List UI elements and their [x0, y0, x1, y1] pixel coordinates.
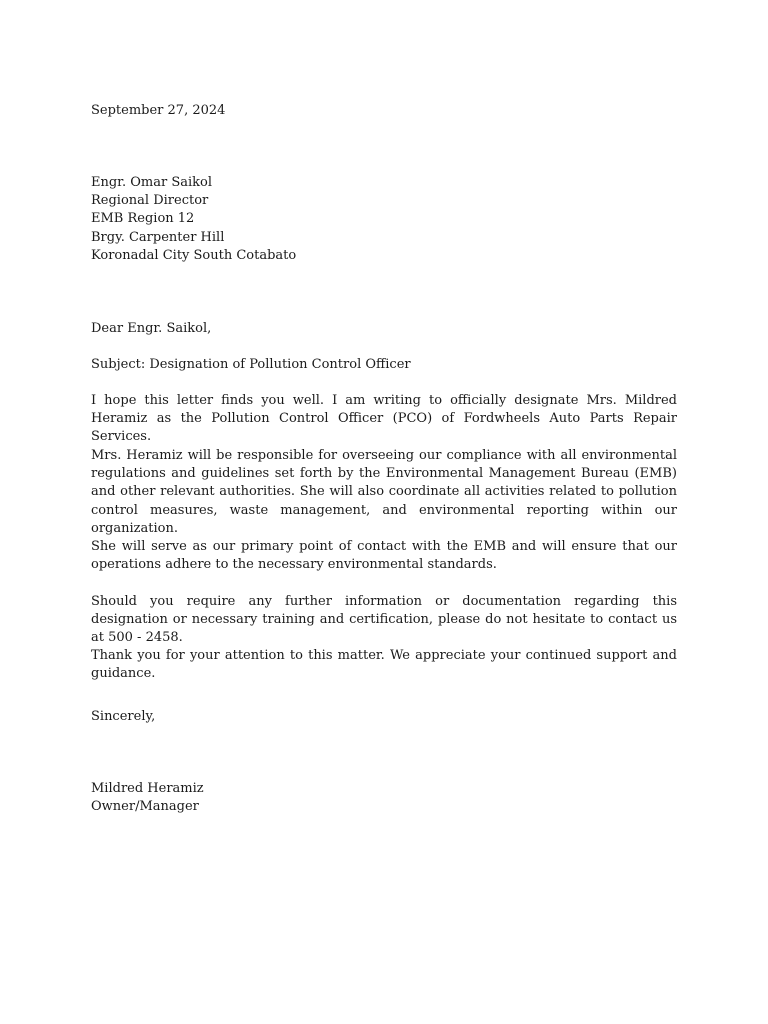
body-paragraph-2: Mrs. Heramiz will be responsible for overseeing our compliance with all environmental regulations and guidelines set forth by the Environmental Management Bureau (EMB) and other relevant authorities. She will also coordinate all activities related to pollution control measures, waste management, and environmental reporting within our organization. [91, 448, 677, 536]
recipient-title: Regional Director [91, 193, 209, 209]
body-paragraph-3: She will serve as our primary point of contact with the EMB and will ensure that our operations adhere to the necessary environmental standards. [91, 539, 677, 573]
recipient-office: EMB Region 12 [91, 211, 195, 227]
recipient-name: Engr. Omar Saikol [91, 175, 212, 190]
subject-line: Subject: Designation of Pollution Control Officer [91, 357, 411, 372]
signature-block [91, 780, 677, 816]
body-paragraph-5: Thank you for your attention to this matter. We appreciate your continued support and guidance. [91, 648, 677, 682]
signatory-title: Owner/Manager [91, 799, 199, 815]
body-paragraph-1: I hope this letter finds you well. I am writing to officially designate Mrs. Mildred Heramiz as the Pollution Control Officer (PCO) of Fordwheels Auto Parts Repair Services. [91, 393, 677, 445]
closing: Sincerely, [91, 709, 156, 724]
recipient-address-block [91, 174, 677, 265]
recipient-address-line-2: Koronadal City South Cotabato [91, 247, 297, 263]
body-paragraph-4: Should you require any further information or documentation regarding this designation or necessary training and certification, please do not hesitate to contact us at 500 - 2458. [91, 594, 677, 646]
signatory-name: Mildred Heramiz [91, 781, 204, 796]
salutation: Dear Engr. Saikol, [91, 321, 212, 336]
letter-date: September 27, 2024 [91, 103, 226, 118]
recipient-address-line-1: Brgy. Carpenter Hill [91, 229, 225, 245]
